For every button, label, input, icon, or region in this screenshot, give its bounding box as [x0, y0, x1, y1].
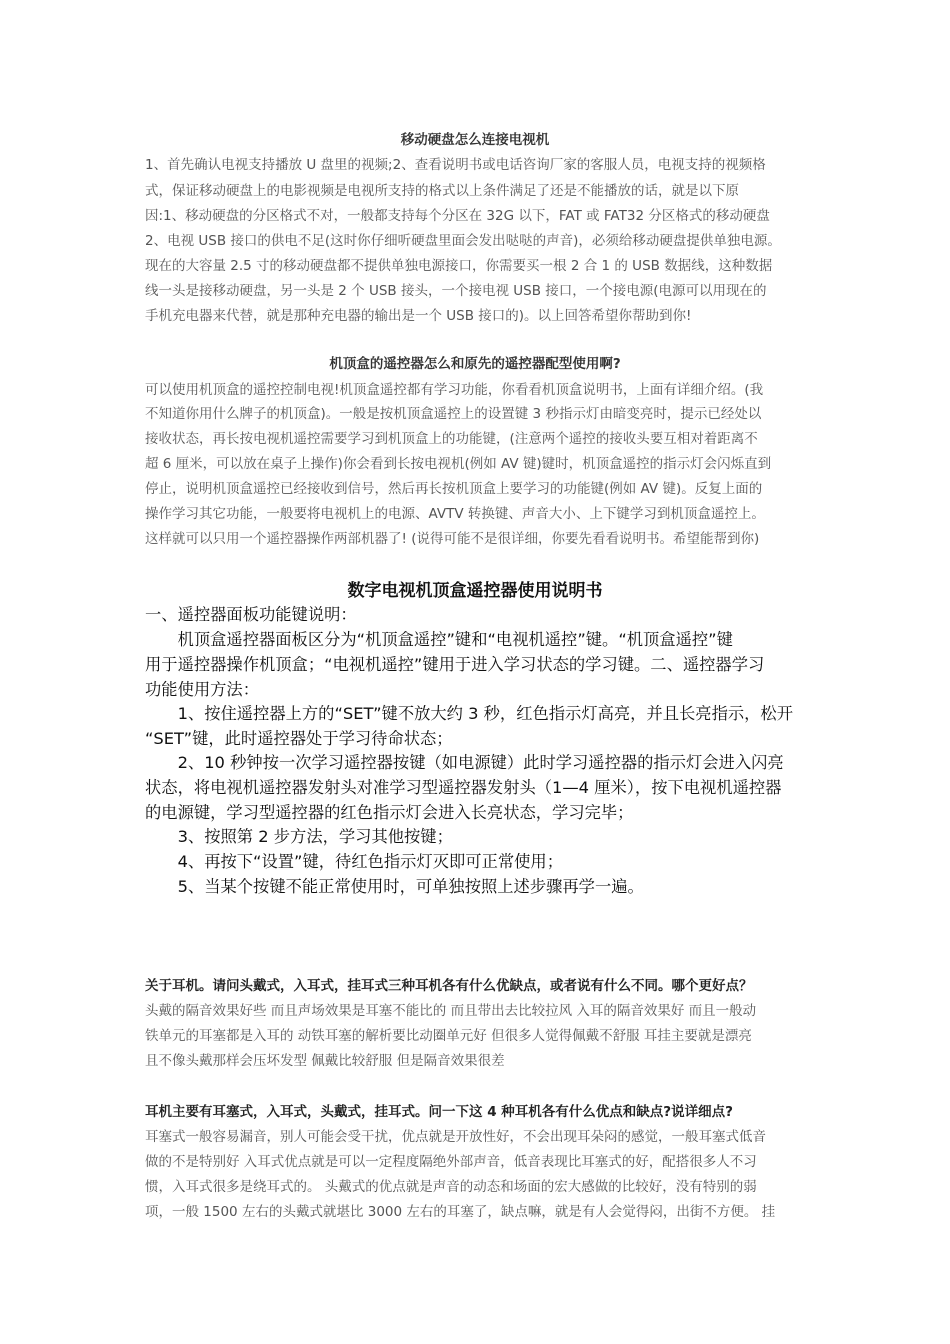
- section3-line: 的电源键，学习型遥控器的红色指示灯会进入长亮状态，学习完毕；: [145, 803, 634, 822]
- section5-line: 耳塞式一般容易漏音，别人可能会受干扰，优点就是开放性好，不会出现耳朵闷的感觉，一般耳塞式低音: [145, 1129, 766, 1145]
- section1-line: 式，保证移动硬盘上的电影视频是电视所支持的格式以上条件满足了还是不能播放的话，就是以下原: [145, 183, 739, 199]
- section3-line: 3、按照第 2 步方法，学习其他按键；: [145, 827, 453, 846]
- section1-line: 手机充电器来代替，就是那种充电器的输出是一个 USB 接口的)。以上回答希望你帮助到你!: [145, 308, 692, 324]
- section4-line: 且不像头戴那样会压坏发型 佩戴比较舒服 但是隔音效果很差: [145, 1053, 505, 1069]
- section-title-stb-remote: 机顶盒的遥控器怎么和原先的遥控器配型使用啊?: [329, 356, 621, 372]
- section3-line: 用于遥控器操作机顶盒；“电视机遥控”键用于进入学习状态的学习键。二、遥控器学习: [145, 655, 765, 674]
- section3-line: 2、10 秒钟按一次学习遥控器按键（如电源键）此时学习遥控器的指示灯会进入闪亮: [145, 753, 784, 772]
- section2-line: 不知道你用什么牌子的机顶盒)。一般是按机顶盒遥控上的设置键 3 秒指示灯由暗变亮时，提示已经处以: [145, 406, 762, 422]
- section5-line: 做的不是特别好 入耳式优点就是可以一定程度隔绝外部声音，低音表现比耳塞式的好，配搭很多人不习: [145, 1154, 757, 1170]
- section3-line: “SET”键，此时遥控器处于学习待命状态；: [145, 729, 453, 748]
- section2-line: 停止，说明机顶盒遥控已经接收到信号，然后再长按机顶盒上要学习的功能键(例如 AV 键)。反复上面的: [145, 481, 763, 497]
- section5-line: 项，一般 1500 左右的头戴式就堪比 3000 左右的耳塞了，缺点嘛，就是有人会觉得闷，出街不方便。 挂: [145, 1204, 776, 1220]
- section3-line: 状态，将电视机遥控器发射头对准学习型遥控器发射头（1—4 厘米），按下电视机遥控器: [145, 778, 782, 797]
- section3-line: 5、当某个按键不能正常使用时，可单独按照上述步骤再学一遍。: [145, 877, 644, 896]
- section2-line: 超 6 厘米，可以放在桌子上操作)你会看到长按电视机(例如 AV 键)键时，机顶盒遥控的指示灯会闪烁直到: [145, 456, 772, 472]
- section3-line: 4、再按下“设置”键，待红色指示灯灭即可正常使用；: [145, 852, 563, 871]
- section-title-earphone-types: 关于耳机。请问头戴式，入耳式，挂耳式三种耳机各有什么优缺点，或者说有什么不同。哪个更好点？: [145, 978, 753, 994]
- section1-line: 1、首先确认电视支持播放 U 盘里的视频;2、查看说明书或电话咨询厂家的客服人员，电视支持的视频格: [145, 157, 766, 173]
- section-title-remote-manual: 数字电视机顶盒遥控器使用说明书: [347, 581, 603, 601]
- section5-line: 惯，入耳式很多是绕耳式的。 头戴式的优点就是声音的动态和场面的宏大感做的比较好，没有特别的弱: [145, 1179, 757, 1195]
- section1-line: 2、电视 USB 接口的供电不足(这时你仔细听硬盘里面会发出哒哒的声音)，必须给移动硬盘提供单独电源。: [145, 233, 781, 249]
- section3-line: 一、遥控器面板功能键说明：: [145, 605, 357, 624]
- section2-line: 操作学习其它功能，一般要将电视机上的电源、AVTV 转换键、声音大小、上下键学习到机顶盒遥控上。: [145, 506, 765, 522]
- section2-line: 接收状态，再长按电视机遥控需要学习到机顶盒上的功能键，(注意两个遥控的接收头要互相对着距离不: [145, 431, 758, 447]
- section1-line: 线一头是接移动硬盘，另一头是 2 个 USB 接头，一个接电视 USB 接口，一个接电源(电源可以用现在的: [145, 283, 767, 299]
- section1-line: 因:1、移动硬盘的分区格式不对，一般都支持每个分区在 32G 以下，FAT 或 FAT32 分区格式的移动硬盘: [145, 208, 770, 224]
- section-title-hdd-tv: 移动硬盘怎么连接电视机: [400, 132, 550, 148]
- section3-line: 功能使用方法：: [145, 680, 259, 699]
- section2-line: 可以使用机顶盒的遥控控制电视!机顶盒遥控都有学习功能，你看看机顶盒说明书，上面有详细介绍。(我: [145, 382, 764, 398]
- section3-line: 1、按住遥控器上方的“SET”键不放大约 3 秒，红色指示灯高亮，并且长亮指示，松开: [145, 704, 793, 723]
- section-title-earphone-pros-cons: 耳机主要有耳塞式，入耳式，头戴式，挂耳式。问一下这 4 种耳机各有什么优点和缺点?说详细点?: [145, 1104, 733, 1120]
- section4-line: 铁单元的耳塞都是入耳的 动铁耳塞的解析要比动圈单元好 但很多人觉得佩戴不舒服 耳挂主要就是漂亮: [145, 1028, 752, 1044]
- section2-line: 这样就可以只用一个遥控器操作两部机器了! (说得可能不是很详细，你要先看看说明书。希望能帮到你): [145, 531, 760, 547]
- section3-line: 机顶盒遥控器面板区分为“机顶盒遥控”键和“电视机遥控”键。“机顶盒遥控”键: [145, 630, 733, 649]
- section4-line: 头戴的隔音效果好些 而且声场效果是耳塞不能比的 而且带出去比较拉风 入耳的隔音效果好 而且一般动: [145, 1003, 757, 1019]
- section1-line: 现在的大容量 2.5 寸的移动硬盘都不提供单独电源接口，你需要买一根 2 合 1 的 USB 数据线，这种数据: [145, 258, 773, 274]
